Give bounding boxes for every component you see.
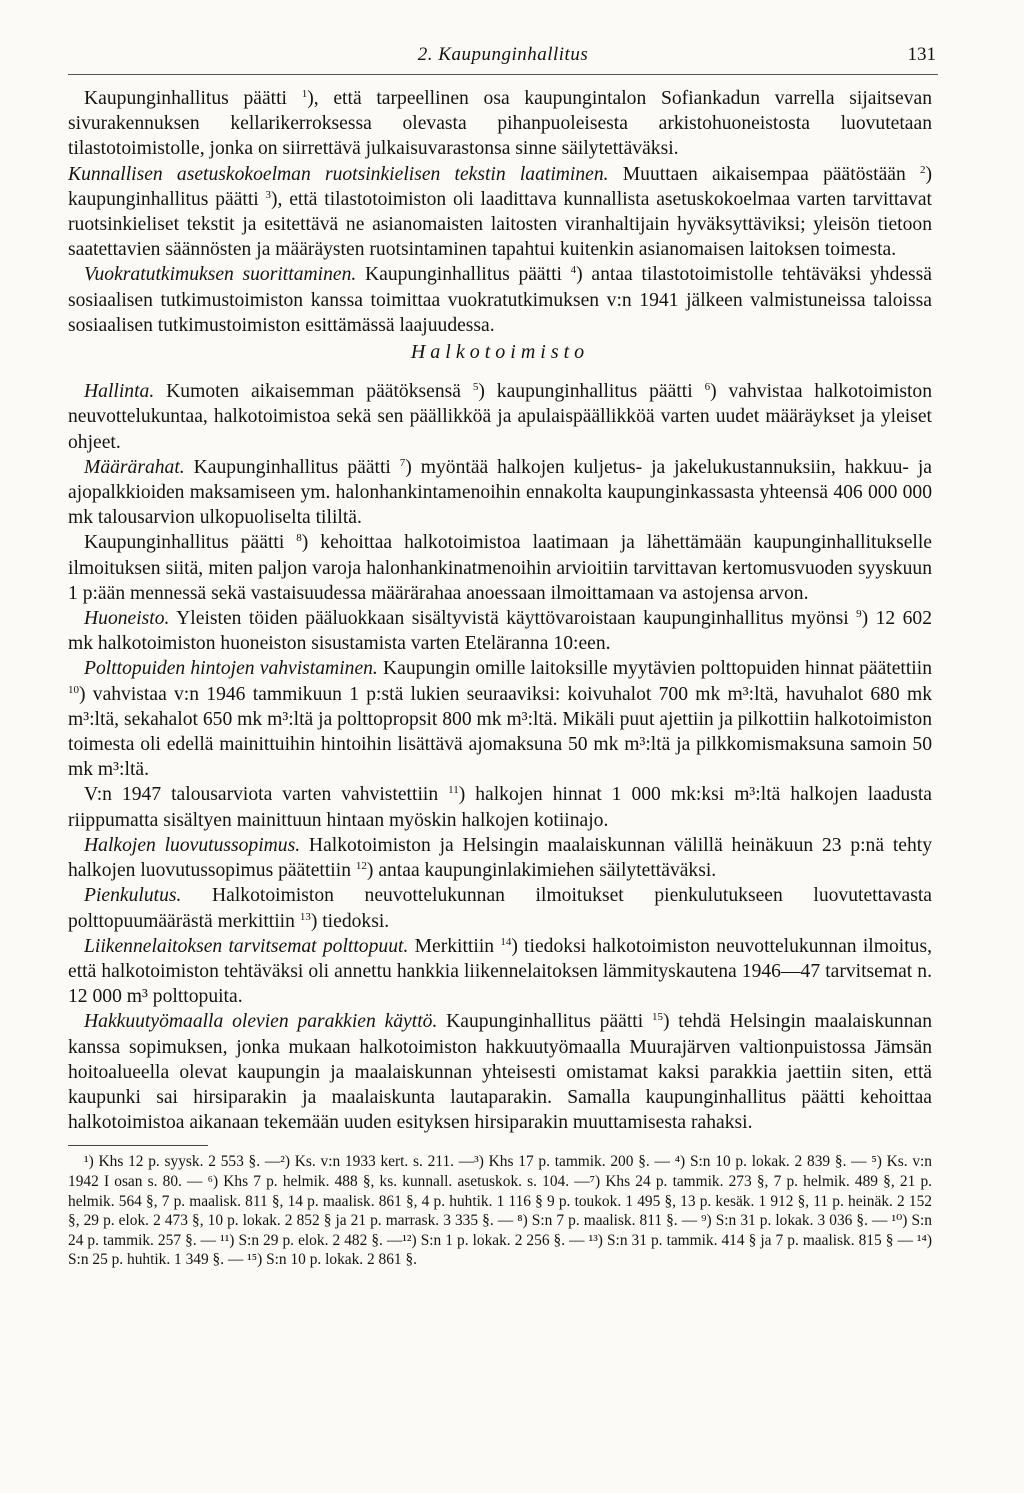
footnote-ref: 15	[651, 1011, 663, 1024]
footnote-ref: 4	[570, 264, 577, 277]
paragraph: V:n 1947 talousarviota varten vahvistettiin $^{11}$) halkojen hinnat 1 000 mk:ksi m³:ltä halkojen laadusta riippumatta sisältyen mainittuun hintaan myöskin halkojen kotiinajo.	[68, 784, 932, 831]
paragraph: Liikennelaitoksen tarvitsemat polttopuut. Merkittiin $^{14}$) tiedoksi halkotoimiston neuvottelukunnan ilmoitus, että halkotoimiston tehtäväksi oli annettu hankkia liikennelaitoksen lämmityskautena 1946—47 tarvitsemat n. 12 000 m³ polttopuita.	[68, 935, 932, 1008]
footnote-ref: 10	[68, 683, 79, 696]
footnote-text: ¹) Khs 12 p. syysk. 2 553 §. —²) Ks. v:n 1933 kert. s. 211. —³) Khs 17 p. tammik. 200 §. — ⁴) S:n 10 p. lokak. 2 839 §. — ⁵) Ks. v:n 1942 I osan s. 80. — ⁶) Khs 7 p. helmik. 488 §, ks. kunnall. asetuskok. s. 104. —⁷) Khs 24 p. tammik. 273 §, 7 p. helmik. 489 §, 21 p. helmik. 564 §, 7 p. maalisk. 811 §, 14 p. maalisk. 861 §, 4 p. huhtik. 1 116 § 9 p. toukok. 1 495 §, 13 p. kesäk. 1 912 §, 11 p. heinäk. 2 152 §, 29 p. elok. 2 473 §, 10 p. lokak. 2 852 § ja 21 p. marrask. 3 335 §. — ⁸) S:n 7 p. maalisk. 811 §. — ⁹) S:n 31 p. lokak. 3 036 §. — ¹⁰) S:n 24 p. tammik. 257 §. — ¹¹) S:n 29 p. elok. 2 482 §. —¹²) S:n 1 p. lokak. 2 256 §. — ¹³) S:n 31 p. tammik. 414 § ja 7 p. maalisk. 815 § — ¹⁴) S:n 25 p. huhtik. 1 349 §. — ¹⁵) S:n 10 p. lokak. 2 861 §.	[68, 1153, 932, 1269]
paragraph-title: Määrärahat.	[84, 456, 185, 478]
footnote-ref: 6	[704, 381, 711, 394]
paragraph-title: Huoneisto.	[84, 608, 170, 630]
paragraph-title: Polttopuiden hintojen vahvistaminen.	[84, 658, 378, 680]
paragraph: Määrärahat. Kaupunginhallitus päätti $^7$) myöntää halkojen kuljetus- ja jakelukustannuksiin, hakkuu- ja ajopalkkioiden maksamiseen ym. halonhankintamenoihin ennakolta kaupunginkassasta yhteensä 406 000 000 mk talousarvion ulkopuoliselta tililtä.	[68, 456, 932, 529]
footnote-ref: 13	[299, 910, 311, 923]
footnote-ref: 2	[919, 163, 926, 176]
footnote-ref: 12	[355, 860, 367, 873]
paragraph-title: Pienkulutus.	[84, 885, 182, 907]
footnote-ref: 9	[856, 608, 862, 621]
paragraph-title: Halkojen luovutussopimus.	[84, 834, 301, 856]
paragraph: Halkojen luovutussopimus. Halkotoimiston ja Helsingin maalaiskunnan välillä heinäkuun 23 p:nä tehty halkojen luovutussopimus päätettiin $^{12}$) antaa kaupunginlakimiehen säilytettäväksi.	[68, 834, 933, 882]
footnote-ref: 1	[301, 88, 308, 100]
footnote-ref: 11	[448, 784, 459, 797]
body-text	[68, 86, 932, 1270]
running-header	[68, 38, 938, 75]
paragraph-title: Vuokratutkimuksen suorittaminen.	[84, 264, 357, 286]
footnote-ref: 3	[265, 188, 272, 201]
paragraph-title: Kunnallisen asetuskokoelman ruotsinkielisen tekstin laatiminen.	[68, 163, 609, 185]
paragraph-title: Liikennelaitoksen tarvitsemat polttopuut.	[84, 935, 409, 957]
paragraph: Pienkulutus. Halkotoimiston neuvottelukunnan ilmoitukset pienkulutukseen luovutettavasta polttopuumäärästä merkittiin $^{13}$) tiedoksi.	[68, 885, 932, 932]
footnote-ref: 14	[500, 935, 512, 948]
paragraph: Polttopuiden hintojen vahvistaminen. Kaupungin omille laitoksille myytävien polttopuiden hinnat päätettiin $^{10}$) vahvistaa v:n 1946 tammikuun 1 p:stä lukien seuraaviksi: koivuhalot 700 mk m³:ltä, havuhalot 680 mk m³:ltä, sekahalot 650 mk m³:ltä ja polttopropsit 800 mk m³:ltä. Mikäli puut ajettiin ja pilkottiin halkotoimiston toimesta oli edellä mainittuihin hintoihin lisättävä ajomaksuna 50 mk m³:ltä ja pilkkomismaksuna samoin 50 mk m³:ltä.	[68, 658, 932, 781]
paragraph: Hakkuutyömaalla olevien parakkien käyttö. Kaupunginhallitus päätti $^{15}$) tehdä Helsingin maalaiskunnan kanssa sopimuksen, jonka mukaan halkotoimiston hakkuutyömaalla Muurajärven valtionpuistossa Jämsän hoitoalueella olevat kaupungin ja maalaiskunnan yhteisesti omistamat kaksi parakkia jaettiin siten, että kaupunki sai hirsiparakin ja maalaiskunta lautaparakin. Samalla kaupunginhallitus päätti kehoittaa halkotoimistoa aikanaan tekemään uuden esityksen hirsiparakin muuttamisesta rahaksi.	[68, 1011, 933, 1134]
paragraph: Huoneisto. Yleisten töiden pääluokkaan sisältyvistä käyttövaroistaan kaupunginhallitus myönsi $^9$) 12 602 mk halkotoimiston huoneiston sisustamista varten Eteläranna 10:een.	[68, 608, 932, 655]
paragraph: Kaupunginhallitus päätti $^1$), että tarpeellinen osa kaupungintalon Sofiankadun varrella sijaitsevan sivurakennuksen kellarikerroksessa olevasta pihanpuoleisesta arkistohuoneistosta luovutetaan tilastotoimistolle, jonka on siirrettävä julkaisuvarastonsa sinne säilytettäväksi.	[68, 88, 932, 160]
section-heading: Halkotoimisto	[410, 341, 590, 364]
paragraph: Kunnallisen asetuskokoelman ruotsinkielisen tekstin laatiminen. Muuttaen aikaisempaa päätöstään $^2$) kaupunginhallitus päätti $^3$), että tilastotoimiston oli laadittava kunnallista asetuskokoelmaa varten tarvittavat ruotsinkieliset tekstit ja esitettävä ne asianomaisten laitosten viranhaltijain hyväksyttäviksi; yleisön tietoon saatettavien säännösten ja määräysten ruotsintaminen tapahtui kuitenkin asianomaisen laitoksen toimesta.	[68, 163, 932, 261]
paragraph: Hallinta. Kumoten aikaisemman päätöksensä $^5$) kaupunginhallitus päätti $^6$) vahvistaa halkotoimiston neuvottelukuntaa, halkotoimistoa sekä sen päällikköä ja apulaispäällikköä varten uudet määräykset ja yleiset ohjeet.	[68, 381, 932, 453]
paragraph: Vuokratutkimuksen suorittaminen. Kaupunginhallitus päätti $^4$) antaa tilastotoimistolle tehtäväksi yhdessä sosiaalisen tutkimustoimiston kanssa toimittaa vuokratutkimuksen v:n 1941 jälkeen valmistuneissa taloissa sosiaalisen tutkimustoimiston esittämässä laajuudessa.	[68, 264, 933, 336]
page-number: 131	[907, 44, 936, 65]
footnote-ref: 7	[399, 456, 406, 469]
footnote-ref: 8	[296, 532, 302, 545]
running-title: 2. Kaupunginhallitus	[417, 44, 589, 65]
paragraph-title: Hakkuutyömaalla olevien parakkien käyttö.	[84, 1011, 438, 1033]
paragraph-title: Hallinta.	[84, 381, 155, 403]
paragraph: Kaupunginhallitus päätti $^8$) kehoittaa halkotoimistoa laatimaan ja lähettämään kaupunginhallitukselle ilmoituksen siitä, miten paljon varoja halonhankinatmenoihin arvioitiin tarvittavan kertomusvuoden syyskuun 1 p:ään mennessä sekä vastaisuudessa määrärahaa anoessaan ilmoittamaan va astojensa arvon.	[68, 532, 932, 604]
footnote-ref: 5	[472, 381, 479, 394]
footnotes	[68, 1152, 932, 1270]
footnote-divider	[68, 1145, 208, 1146]
